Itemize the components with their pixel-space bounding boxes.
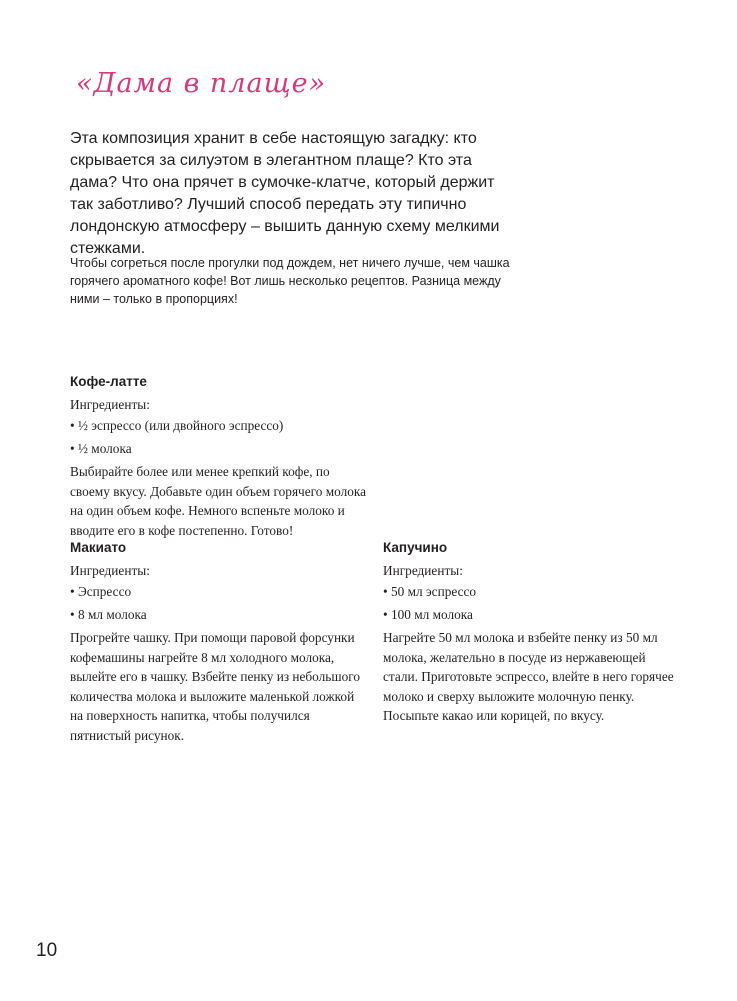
note-paragraph: Чтобы согреться после прогулки под дождем, нет ничего лучше, чем чашка горячего ароматного кофе! Вот лишь несколько рецептов. Разница между ними – только в пропорциях! [70, 256, 510, 306]
recipe-latte [70, 372, 370, 540]
ingredient-item: • 8 мл молока [70, 605, 370, 625]
recipe-cappuccino-title: Капучино [383, 540, 448, 555]
page-number: 10 [36, 940, 58, 961]
recipe-cappuccino-text: Нагрейте 50 мл молока и взбейте пенку из 50 мл молока, желательно в посуде из нержавеющей стали. Приготовьте эспрессо, влейте в него горячее молоко и сверху выложите молочную пенку. Посыпьте какао или корицей, по вкусу. [383, 630, 674, 723]
ingredient-item: • ½ молока [70, 439, 370, 459]
recipe-latte-title: Кофе-латте [70, 374, 147, 389]
ingredient-item: • 50 мл эспрессо [383, 582, 683, 602]
recipe-cappuccino-ingredients-label: Ингредиенты: [383, 562, 463, 578]
recipe-cappuccino [383, 538, 683, 726]
recipe-cappuccino-ingredients [383, 582, 683, 624]
recipe-macchiato-title: Макиато [70, 540, 127, 555]
page-title: «Дама в плаще» [76, 68, 327, 99]
recipe-latte-ingredients [70, 416, 370, 458]
ingredient-item: • 100 мл молока [383, 605, 683, 625]
recipe-macchiato [70, 538, 370, 745]
recipe-macchiato-ingredients [70, 582, 370, 624]
recipe-latte-text: Выбирайте более или менее крепкий кофе, по своему вкусу. Добавьте один объем горячего молока на один объем кофе. Немного вспеньте молоко и вводите его в кофе постепенно. Готово! [70, 464, 367, 538]
recipe-macchiato-text: Прогрейте чашку. При помощи паровой форсунки кофемашины нагрейте 8 мл холодного молока, вылейте его в чашку. Взбейте пенку из небольшого количества молока и выложите маленькой ложкой на поверхность напитка, чтобы получился пятнистый рисунок. [70, 630, 361, 743]
ingredient-item: • ½ эспрессо (или двойного эспрессо) [70, 416, 370, 436]
recipe-latte-ingredients-label: Ингредиенты: [70, 396, 150, 412]
intro-paragraph: Эта композиция хранит в себе настоящую загадку: кто скрывается за силуэтом в элегантном плаще? Кто эта дама? Что она прячет в сумочке-клатче, который держит так заботливо? Лучший способ передать эту типично лондонскую атмосферу – вышить данную схему мелкими стежками. [70, 130, 500, 257]
recipe-macchiato-ingredients-label: Ингредиенты: [70, 562, 150, 578]
ingredient-item: • Эспрессо [70, 582, 370, 602]
